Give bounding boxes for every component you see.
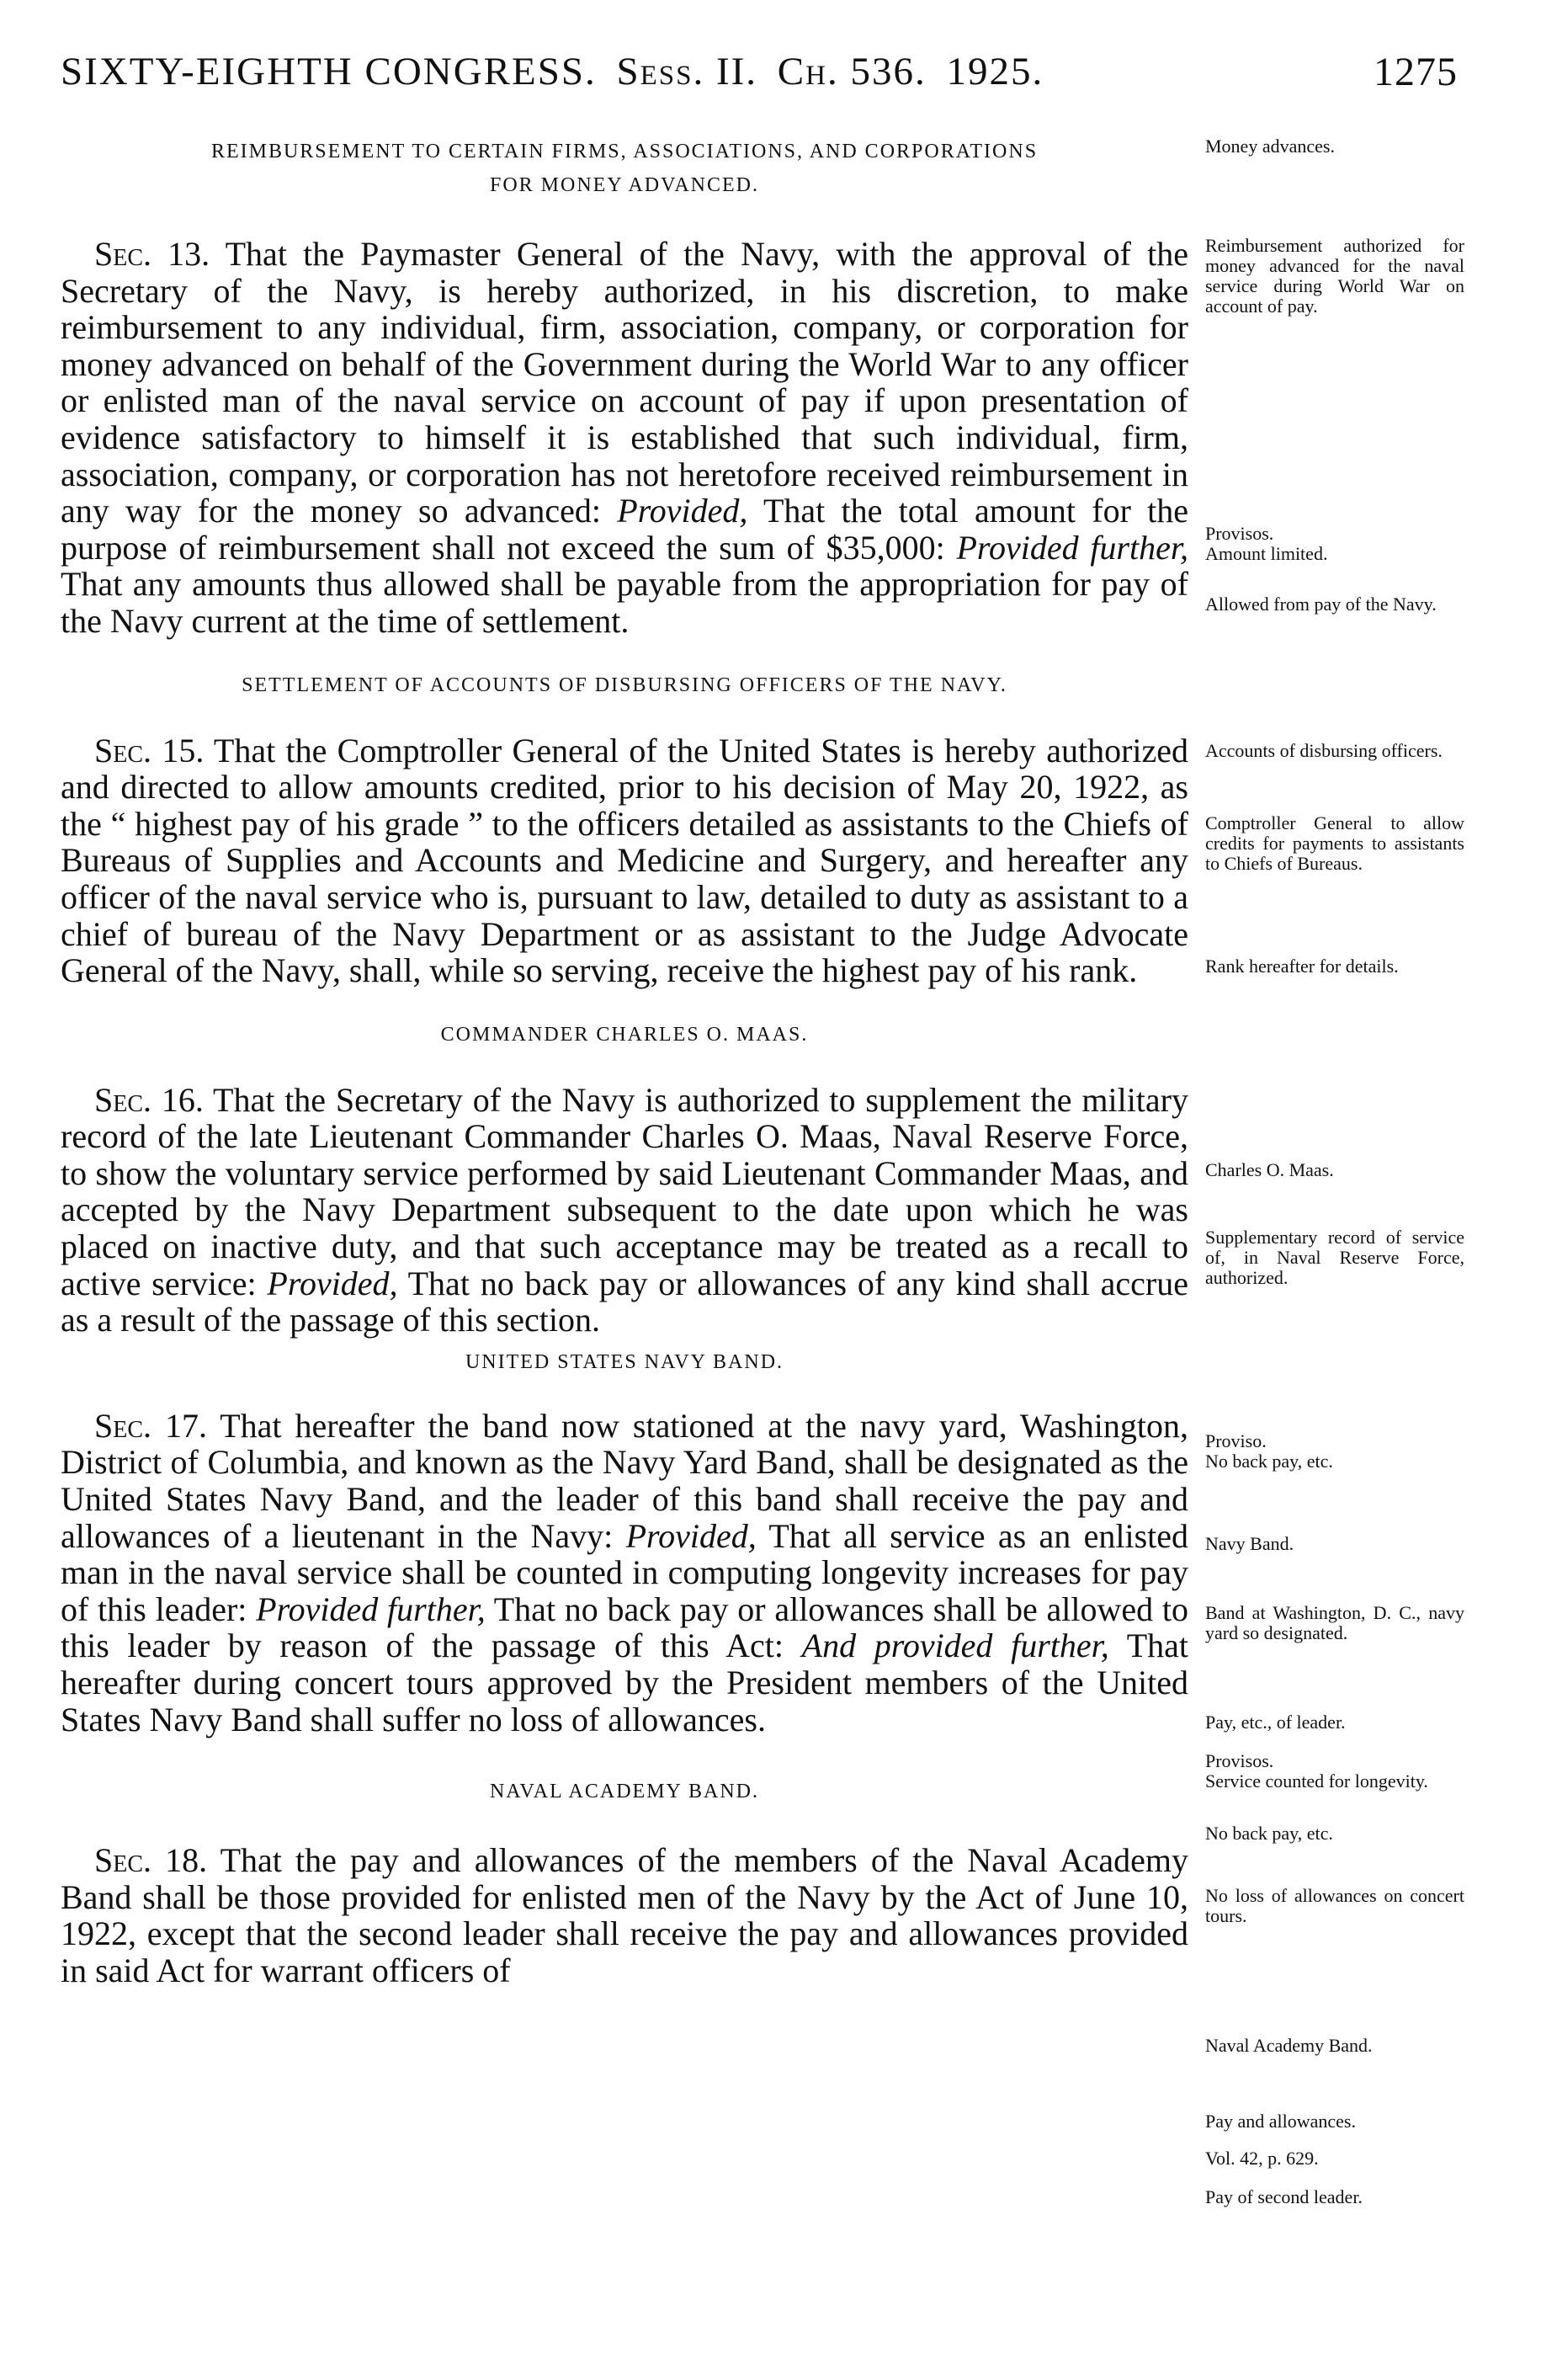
section-heading: NAVAL ACADEMY BAND. (489, 1781, 760, 1803)
page-number: 1275 (1374, 50, 1458, 94)
proviso-word: Provided, (267, 1264, 398, 1302)
margin-note: No loss of allowances on concert tours. (1205, 1885, 1464, 1926)
margin-note: Vol. 42, p. 629. (1205, 2148, 1319, 2169)
margin-note-proviso-label: Provisos. (1205, 523, 1274, 544)
section-number: Sec. 18. (94, 1841, 208, 1880)
margin-note: Band at Washington, D. C., navy yard so designated. (1205, 1602, 1464, 1643)
section-heading: UNITED STATES NAVY BAND. (465, 1350, 784, 1373)
margin-note: Navy Band. (1205, 1533, 1294, 1554)
margin-note: No back pay, etc. (1205, 1451, 1333, 1472)
section-heading: SETTLEMENT OF ACCOUNTS OF DISBURSING OFFICERS OF THE NAVY. (242, 674, 1007, 696)
margin-note: Amount limited. (1205, 543, 1328, 564)
section-number: Sec. 16. (94, 1080, 204, 1119)
margin-note: Naval Academy Band. (1205, 2035, 1373, 2056)
page-header (61, 49, 1458, 99)
section-text: That the pay and allowances of the members of the Naval Academy Band shall be those provided for enlisted men of the Navy by the Act of June 10, 1922, except that the second leader shall receive the pay and allowances provided in said Act for warrant officers of (61, 1841, 1189, 1989)
section-number: Sec. 13. (94, 235, 210, 273)
section-text: That hereafter during concert tours approved by the President members of the United States Navy Band shall suffer no loss of allowances. (61, 1627, 1188, 1738)
proviso-word: Provided, (625, 1516, 757, 1555)
section-number: Sec. 17. (94, 1406, 207, 1445)
section-18 (61, 1842, 1188, 1989)
margin-note: Charles O. Maas. (1205, 1159, 1334, 1180)
section-heading (61, 135, 1188, 202)
margin-note-proviso-label: Proviso. (1205, 1430, 1267, 1451)
proviso-word: And provided further, (801, 1627, 1109, 1665)
section-text: That the Secretary of the Navy is authorized to supplement the military record of the late Lieutenant Commander Charles O. Maas, Naval Reserve Force, to show the voluntary service performed by said Lieutenant Commander Maas, and accepted by the Navy Department subsequent to the date upon which he was placed on inactive duty, and that such acceptance may be treated as a recall to active service: (61, 1080, 1188, 1302)
section-16 (61, 1082, 1188, 1339)
margin-note: Service counted for longevity. (1205, 1770, 1428, 1792)
section-text: That no back pay or allowances of any kind shall accrue as a result of the passage of this section. (61, 1264, 1189, 1339)
section-text: That any amounts thus allowed shall be payable from the appropriation for pay of the Navy current at the time of settlement. (61, 565, 1188, 640)
section-text: That the Comptroller General of the United States is hereby authorized and directed to allow amounts credited, prior to his decision of May 20, 1922, as the “ highest pay of his grade ” to the officers detailed as assistants to the Chiefs of Bureaus of Supplies and Accounts and Medicine and Surgery, and hereafter any officer of the naval service who is, pursuant to law, detailed to duty as assistant to a chief of bureau of the Navy Department or as assistant to the Judge Advocate General of the Navy, shall, while so serving, receive the highest pay of his rank. (61, 731, 1189, 990)
section-text: That hereafter the band now stationed at the navy yard, Washington, District of Columbia, and known as the Navy Yard Band, shall be designated as the United States Navy Band, and the leader of this band shall receive the pay and allowances of a lieutenant in the Navy: (61, 1406, 1188, 1555)
section-number: Sec. 15. (94, 731, 205, 769)
main-text (61, 135, 1188, 1989)
proviso-word: Provided, (617, 492, 748, 530)
proviso-word: Provided further, (256, 1589, 486, 1628)
section-text: That the Paymaster General of the Navy, with the approval of the Secretary of the Navy, is hereby authorized, in his discretion, to make reimbursement to any individual, firm, association, company, or corporation for money advanced on behalf of the Government during the World War to any officer or enlisted man of the naval service on account of pay if upon presentation of evidence satisfactory to himself it is established that such individual, firm, association, company, or corporation has not heretofore received reimbursement in any way for the money so advanced: (61, 235, 1189, 530)
margin-note: No back pay, etc. (1205, 1823, 1333, 1844)
section-text: That all service as an enlisted man in the naval service shall be counted in computing longevity increases for pay of this leader: (61, 1516, 1189, 1628)
margin-note: Pay and allowances. (1205, 2111, 1356, 2132)
margin-note-proviso-label: Provisos. (1205, 1750, 1274, 1771)
margin-note: Reimbursement authorized for money advanced for the naval service during World War on account of pay. (1205, 235, 1464, 317)
running-head (61, 49, 1044, 94)
year-label: 1925. (946, 50, 1044, 93)
proviso-word: Provided further, (956, 528, 1188, 567)
margin-note: Pay of second leader. (1205, 2186, 1363, 2207)
margin-note: Money advances. (1205, 136, 1335, 157)
margin-note: Supplementary record of service of, in Naval Reserve Force, authorized. (1205, 1227, 1464, 1288)
margin-note: Comptroller General to allow credits for payments to assistants to Chiefs of Bureaus. (1205, 812, 1464, 874)
margin-note: Pay, etc., of leader. (1205, 1712, 1346, 1733)
margin-note: Rank hereafter for details. (1205, 956, 1399, 977)
margin-note: Accounts of disbursing officers. (1205, 740, 1443, 761)
chapter-label: Ch. 536. (777, 50, 927, 93)
section-heading-line: REIMBURSEMENT TO CERTAIN FIRMS, ASSOCIATIONS, AND CORPORATIONS (210, 141, 1039, 162)
margin-note: Allowed from pay of the Navy. (1205, 594, 1437, 615)
section-17 (61, 1408, 1188, 1738)
section-15 (61, 732, 1188, 989)
section-heading-line: FOR MONEY ADVANCED. (489, 174, 760, 196)
session-label: Sess. II. (616, 50, 758, 93)
section-13 (61, 236, 1188, 640)
section-heading: COMMANDER CHARLES O. MAAS. (440, 1023, 809, 1046)
running-title: SIXTY-EIGHTH CONGRESS. (61, 50, 597, 93)
section-text: That the total amount for the purpose of reimbursement shall not exceed the sum of $35,000: (61, 492, 1189, 567)
section-text: That no back pay or allowances shall be allowed to this leader by reason of the passage of this Act: (61, 1589, 1189, 1665)
